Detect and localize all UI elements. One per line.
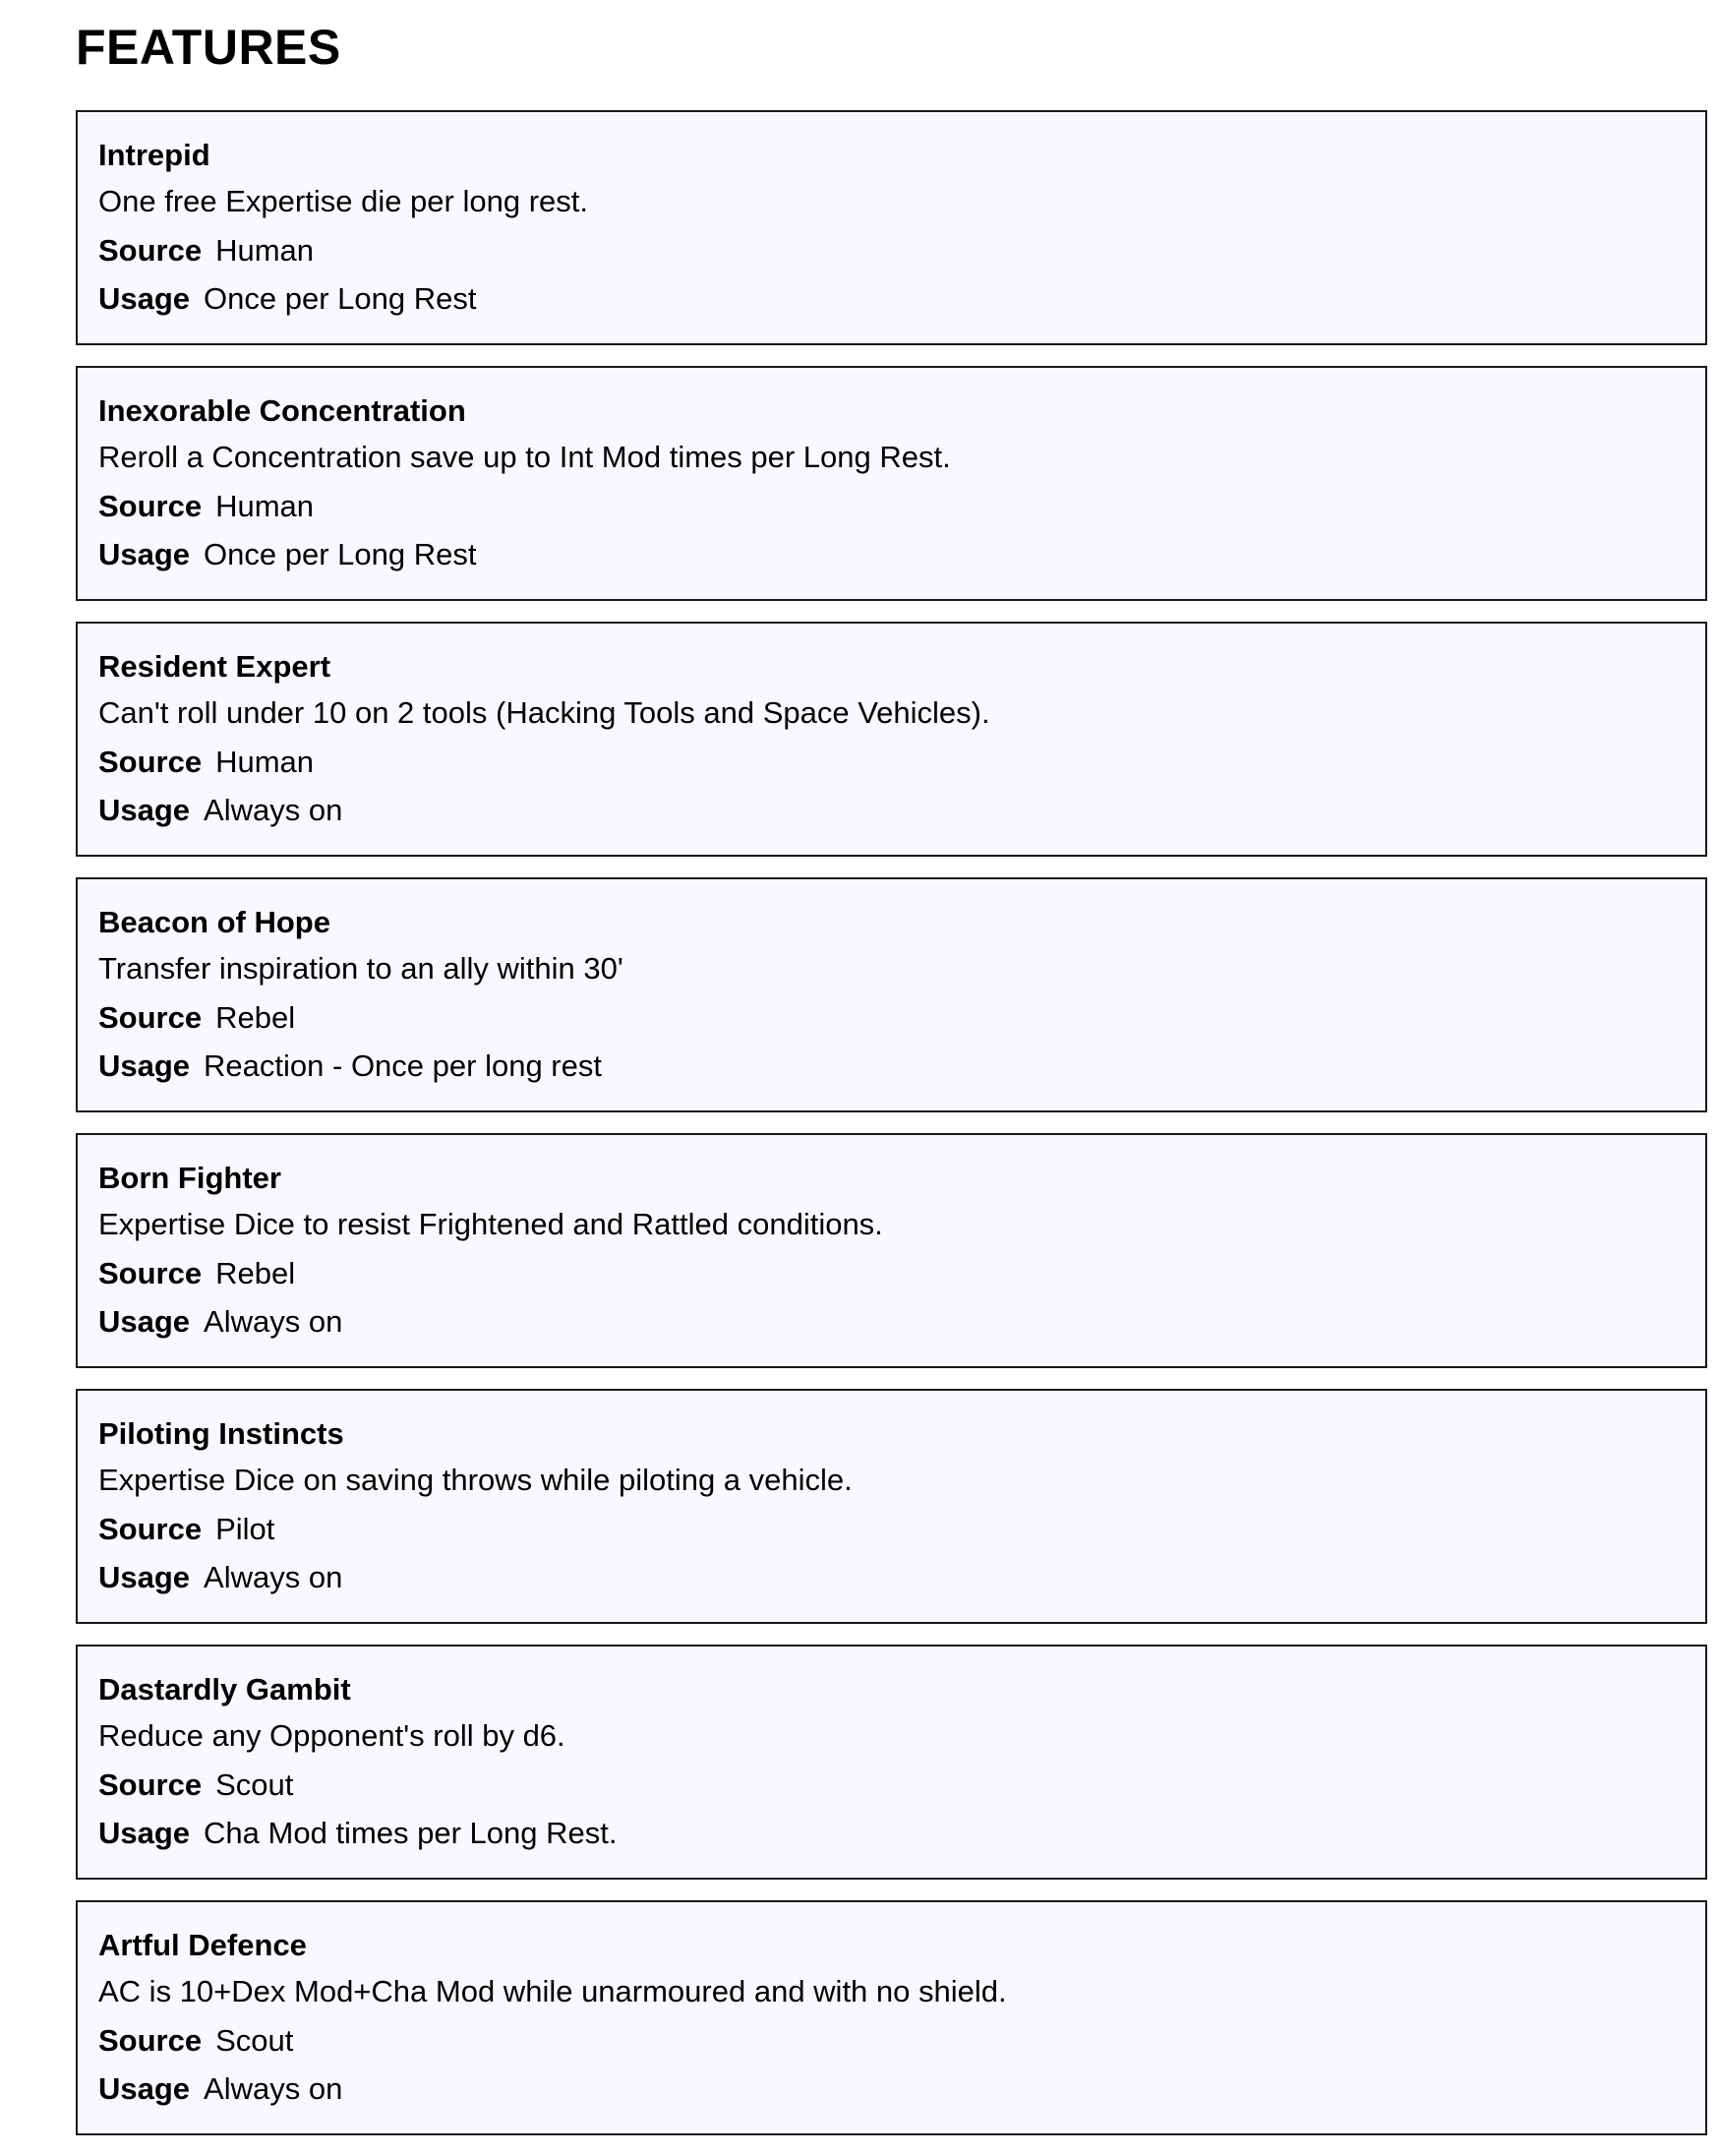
feature-usage-row <box>98 1042 1686 1090</box>
feature-name: Inexorable Concentration <box>98 393 466 428</box>
feature-card-resident-expert <box>76 622 1707 857</box>
feature-description: Transfer inspiration to an ally within 30' <box>98 951 623 986</box>
feature-usage-row <box>98 1553 1686 1601</box>
feature-usage-row <box>98 2065 1686 2113</box>
feature-name: Beacon of Hope <box>98 905 330 939</box>
feature-usage-row <box>98 530 1686 578</box>
source-value: Rebel <box>215 1256 296 1290</box>
feature-name: Intrepid <box>98 138 210 172</box>
source-value: Human <box>215 489 315 523</box>
source-value: Scout <box>215 2023 294 2058</box>
feature-usage-row <box>98 786 1686 834</box>
feature-description: Reroll a Concentration save up to Int Mod times per Long Rest. <box>98 440 951 474</box>
usage-value: Always on <box>204 1304 343 1339</box>
feature-name: Piloting Instincts <box>98 1416 344 1451</box>
usage-label: Usage <box>98 793 191 827</box>
feature-list <box>76 110 1707 2156</box>
feature-source-row <box>98 226 1686 274</box>
feature-description: Expertise Dice to resist Frightened and Rattled conditions. <box>98 1207 883 1241</box>
feature-name: Dastardly Gambit <box>98 1672 351 1707</box>
source-value: Pilot <box>215 1512 275 1546</box>
feature-card-piloting-instincts <box>76 1389 1707 1624</box>
feature-description: Expertise Dice on saving throws while piloting a vehicle. <box>98 1463 853 1497</box>
feature-card-born-fighter <box>76 1133 1707 1368</box>
usage-value: Cha Mod times per Long Rest. <box>204 1816 618 1850</box>
source-label: Source <box>98 1000 203 1035</box>
feature-source-row <box>98 1761 1686 1809</box>
feature-usage-row <box>98 1809 1686 1857</box>
feature-usage-row <box>98 274 1686 323</box>
usage-label: Usage <box>98 2071 191 2106</box>
usage-label: Usage <box>98 1304 191 1339</box>
feature-description: Reduce any Opponent's roll by d6. <box>98 1718 565 1753</box>
source-value: Rebel <box>215 1000 296 1035</box>
source-label: Source <box>98 489 203 523</box>
source-value: Scout <box>215 1767 294 1802</box>
feature-card-inexorable-concentration <box>76 366 1707 601</box>
usage-value: Reaction - Once per long rest <box>204 1048 602 1083</box>
feature-card-intrepid <box>76 110 1707 345</box>
feature-source-row <box>98 993 1686 1042</box>
usage-label: Usage <box>98 1816 191 1850</box>
feature-card-artful-defence <box>76 1900 1707 2135</box>
usage-value: Always on <box>204 2071 343 2106</box>
feature-description: Can't roll under 10 on 2 tools (Hacking Tools and Space Vehicles). <box>98 695 990 730</box>
usage-value: Always on <box>204 793 343 827</box>
feature-name: Resident Expert <box>98 649 331 684</box>
feature-description: AC is 10+Dex Mod+Cha Mod while unarmoured and with no shield. <box>98 1974 1007 2008</box>
feature-source-row <box>98 1249 1686 1297</box>
feature-source-row <box>98 738 1686 786</box>
usage-value: Always on <box>204 1560 343 1594</box>
feature-card-dastardly-gambit <box>76 1645 1707 1880</box>
usage-value: Once per Long Rest <box>204 537 477 571</box>
usage-value: Once per Long Rest <box>204 281 477 316</box>
feature-description: One free Expertise die per long rest. <box>98 184 588 218</box>
page-title: FEATURES <box>76 20 341 75</box>
usage-label: Usage <box>98 537 191 571</box>
source-label: Source <box>98 233 203 268</box>
feature-source-row <box>98 482 1686 530</box>
usage-label: Usage <box>98 1048 191 1083</box>
source-label: Source <box>98 745 203 779</box>
feature-source-row <box>98 2016 1686 2065</box>
feature-card-beacon-of-hope <box>76 877 1707 1112</box>
source-value: Human <box>215 233 315 268</box>
feature-name: Artful Defence <box>98 1928 307 1962</box>
source-label: Source <box>98 1256 203 1290</box>
source-label: Source <box>98 1767 203 1802</box>
feature-name: Born Fighter <box>98 1161 281 1195</box>
source-label: Source <box>98 2023 203 2058</box>
source-label: Source <box>98 1512 203 1546</box>
feature-source-row <box>98 1505 1686 1553</box>
usage-label: Usage <box>98 281 191 316</box>
usage-label: Usage <box>98 1560 191 1594</box>
feature-usage-row <box>98 1297 1686 1346</box>
source-value: Human <box>215 745 315 779</box>
